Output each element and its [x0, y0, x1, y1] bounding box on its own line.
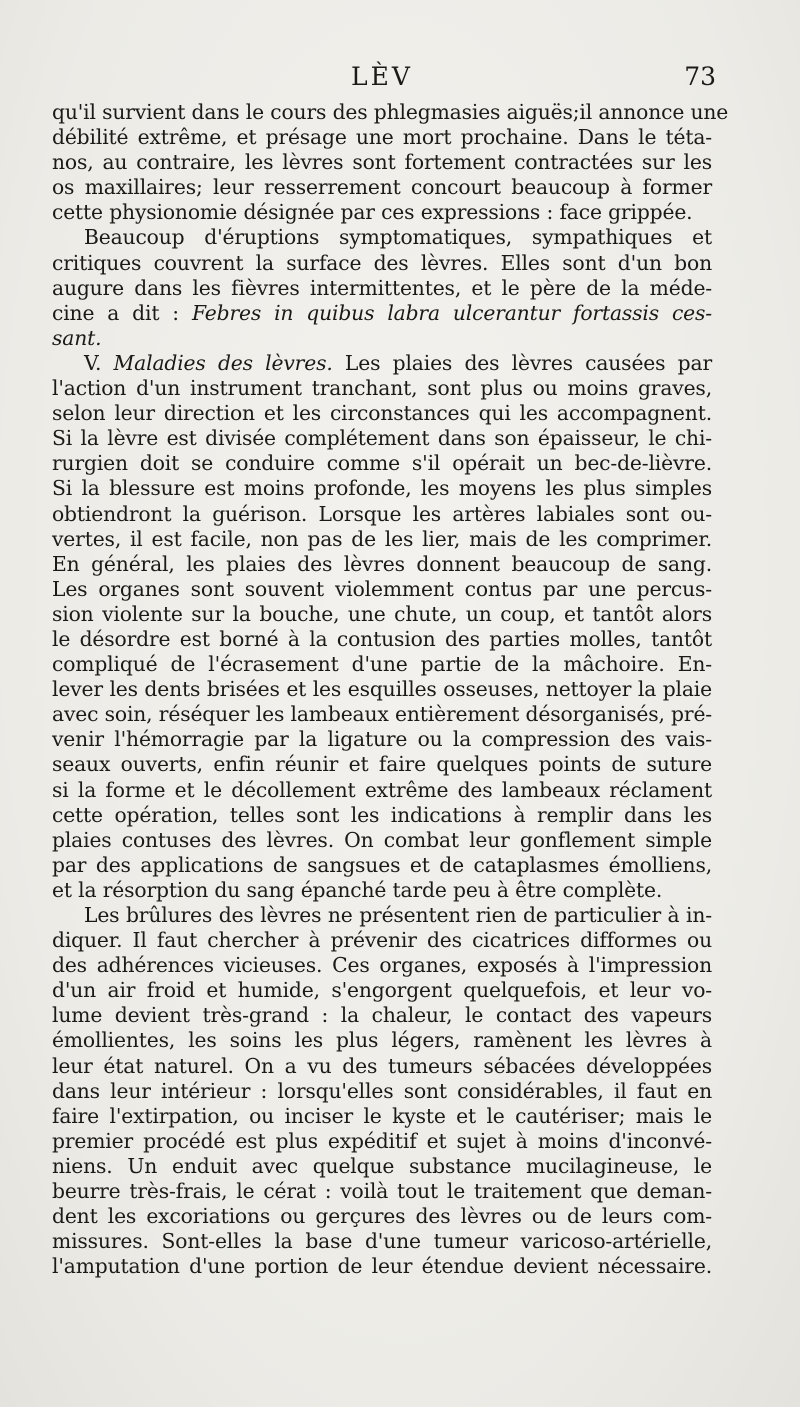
text-line: Les organes sont souvent violemment contus par une percus-	[52, 576, 712, 601]
text-line: beurre très-frais, le cérat : voilà tout le traitement que deman-	[52, 1179, 712, 1204]
text-line: nos, au contraire, les lèvres sont fortement contractées sur les	[52, 150, 712, 175]
text-line	[52, 326, 712, 351]
section-number: V.	[84, 350, 102, 375]
text-line: qu'il survient dans le cours des phlegmasies aiguës;il annonce une	[52, 100, 729, 124]
text-line: premier procédé est plus expéditif et sujet à moins d'inconvé-	[52, 1128, 712, 1153]
text-line: sion violente sur la bouche, une chute, un coup, et tantôt alors	[52, 601, 712, 626]
running-head: LÈV	[351, 62, 413, 91]
text-line: le désordre est borné à la contusion des parties molles, tantôt	[52, 626, 712, 651]
citation-intro: cine a dit :	[52, 300, 192, 325]
text-line: leur état naturel. On a vu des tumeurs sébacées développées	[52, 1053, 712, 1078]
text-line: d'un air froid et humide, s'engorgent quelquefois, et leur vo-	[52, 978, 712, 1003]
latin-quotation-end: sant.	[52, 325, 102, 350]
text-line: cette physionomie désignée par ces expressions : face grippée.	[52, 200, 693, 225]
text-line: Les brûlures des lèvres ne présentent rien de particulier à in-	[84, 903, 712, 927]
text-line: par des applications de sangsues et de cataplasmes émolliens,	[52, 852, 712, 877]
text-line: Si la blessure est moins profonde, les moyens les plus simples	[52, 476, 712, 501]
text-line: obtiendront la guérison. Lorsque les artères labiales sont ou-	[52, 501, 712, 526]
page-number: 73	[684, 62, 716, 91]
text-line: faire l'extirpation, ou inciser le kyste et le cautériser; mais le	[52, 1103, 712, 1128]
text-line: l'amputation d'une portion de leur étendue devient nécessaire.	[52, 1254, 712, 1279]
text-line: selon leur direction et les circonstances qui les accompagnent.	[52, 401, 712, 426]
text-line: critiques couvrent la surface des lèvres. Elles sont d'un bon	[52, 250, 712, 275]
section-maladies-des-levres	[52, 351, 712, 903]
text-line: diquer. Il faut chercher à prévenir des cicatrices difformes ou	[52, 928, 712, 953]
text-line: l'action d'un instrument tranchant, sont plus ou moins graves,	[52, 376, 712, 401]
latin-quotation: Febres in quibus labra ulcerantur fortassis ces-	[191, 300, 712, 325]
text-line: seaux ouverts, enfin réunir et faire quelques points de suture	[52, 752, 712, 777]
paragraph-continuation	[52, 100, 729, 225]
text-line: plaies contuses des lèvres. On combat leur gonflement simple	[52, 827, 712, 852]
text-line: lever les dents brisées et les esquilles osseuses, nettoyer la plaie	[52, 677, 712, 702]
text-line: venir l'hémorragie par la ligature ou la compression des vais-	[52, 727, 712, 752]
body-text	[52, 100, 729, 1279]
text-line	[52, 301, 712, 326]
text-line: dans leur intérieur : lorsqu'elles sont considérables, il faut en	[52, 1078, 712, 1103]
text-line: vertes, il est facile, non pas de les lier, mais de les comprimer.	[52, 526, 712, 551]
page-header	[52, 62, 716, 94]
text-line: Beaucoup d'éruptions symptomatiques, sympathiques et	[84, 225, 712, 250]
section-title: Maladies des lèvres.	[113, 350, 333, 375]
text-line: Si la lèvre est divisée complétement dans son épaisseur, le chi-	[52, 426, 712, 451]
paragraph-eruptions	[52, 225, 712, 350]
section-first-line-text: Les plaies des lèvres causées par	[332, 350, 713, 375]
text-line: augure dans les fièvres intermittentes, et le père de la méde-	[52, 275, 712, 300]
paragraph-brulures	[52, 903, 712, 1279]
text-line: des adhérences vicieuses. Ces organes, exposés à l'impression	[52, 953, 712, 978]
text-line: niens. Un enduit avec quelque substance mucilagineuse, le	[52, 1153, 712, 1178]
text-line: dent les excoriations ou gerçures des lèvres ou de leurs com-	[52, 1204, 712, 1229]
text-line: si la forme et le décollement extrême des lambeaux réclament	[52, 777, 712, 802]
text-line: avec soin, réséquer les lambeaux entièrement désorganisés, pré-	[52, 702, 712, 727]
text-line	[52, 351, 712, 376]
text-line: rurgien doit se conduire comme s'il opérait un bec-de-lièvre.	[52, 451, 712, 476]
text-line: En général, les plaies des lèvres donnent beaucoup de sang.	[52, 551, 712, 576]
text-line: lume devient très-grand : la chaleur, le contact des vapeurs	[52, 1003, 712, 1028]
text-line: missures. Sont-elles la base d'une tumeur varicoso-artérielle,	[52, 1229, 712, 1254]
text-line: et la résorption du sang épanché tarde peu à être complète.	[52, 877, 663, 902]
text-line: débilité extrême, et présage une mort prochaine. Dans le téta-	[52, 125, 712, 150]
text-line: cette opération, telles sont les indications à remplir dans les	[52, 802, 712, 827]
text-line: compliqué de l'écrasement d'une partie de la mâchoire. En-	[52, 652, 712, 677]
text-line: émollientes, les soins les plus légers, ramènent les lèvres à	[52, 1028, 712, 1053]
text-line: os maxillaires; leur resserrement concourt beaucoup à former	[52, 175, 712, 200]
